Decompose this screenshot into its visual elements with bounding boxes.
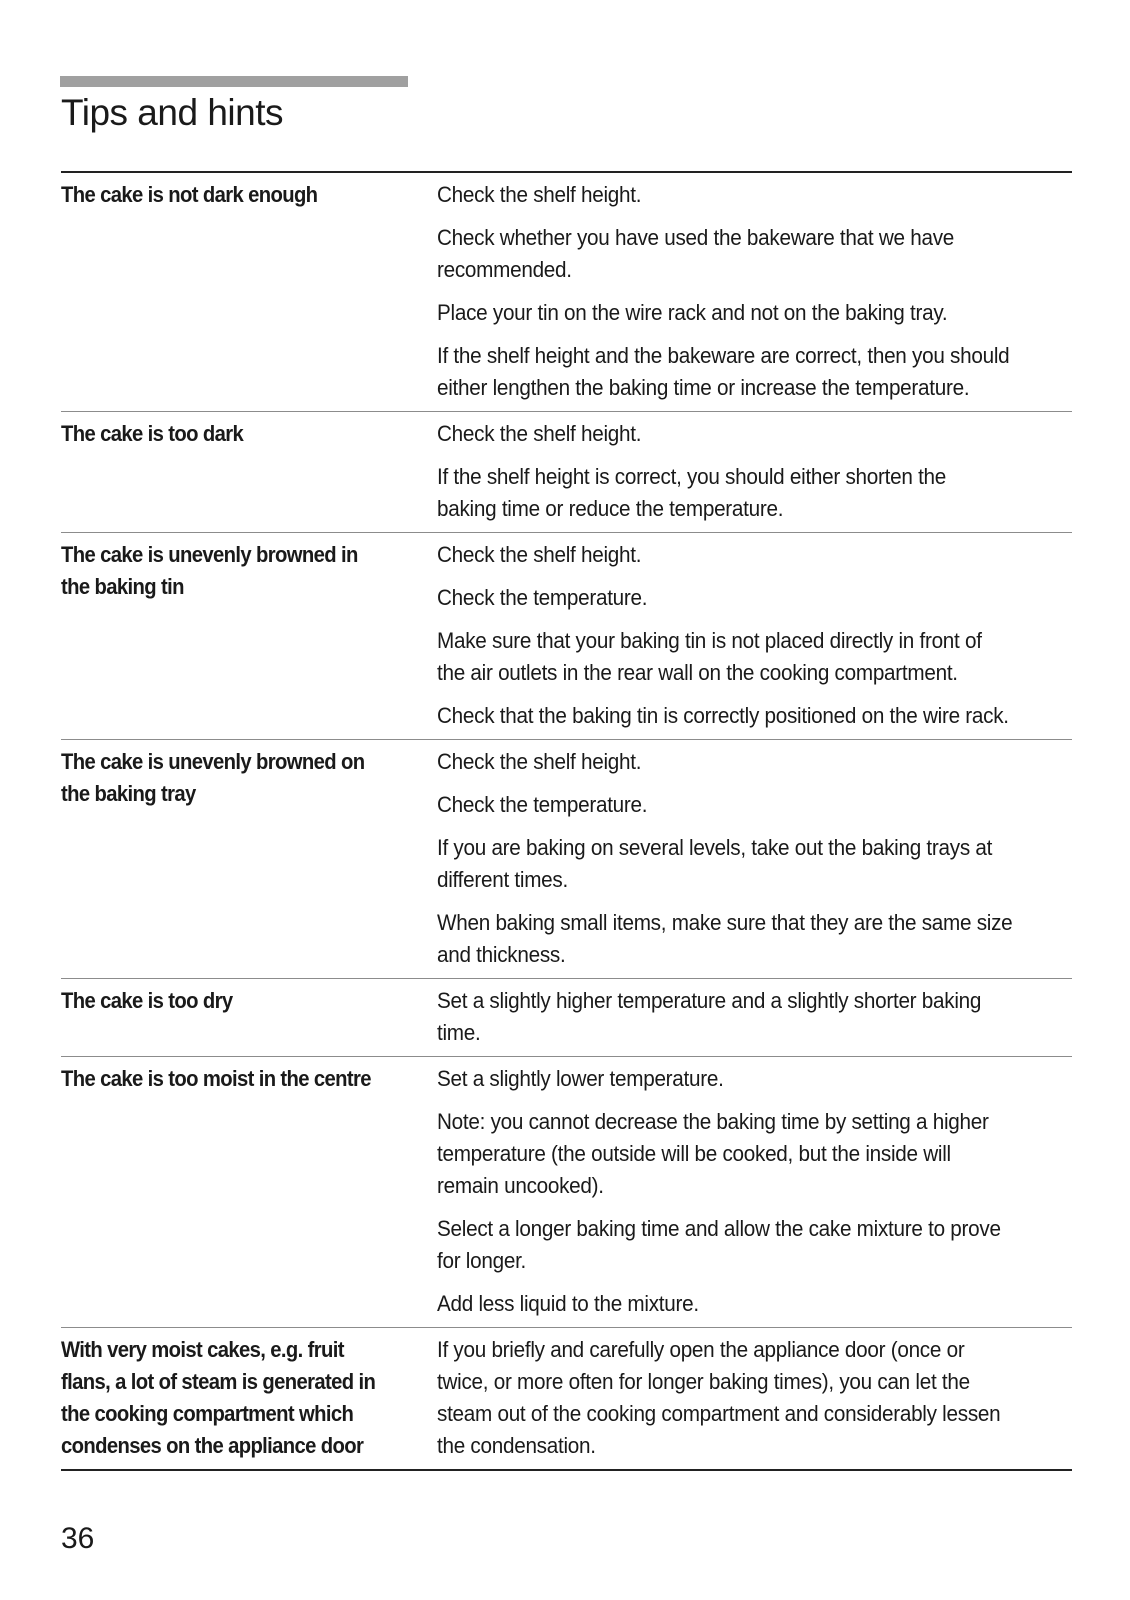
remedy-cell bbox=[437, 1334, 1072, 1462]
remedy-line: If the shelf height and the bakeware are correct, then you should bbox=[437, 343, 1010, 368]
tips-row bbox=[61, 411, 1072, 532]
remedy-line: recommended. bbox=[437, 257, 572, 282]
problem-cell bbox=[61, 1063, 399, 1320]
remedy-line: different times. bbox=[437, 867, 568, 892]
section-header-bar bbox=[60, 76, 408, 87]
remedy-cell bbox=[437, 985, 1072, 1049]
problem-line: flans, a lot of steam is generated in bbox=[61, 1369, 376, 1394]
problem-line: The cake is unevenly browned in bbox=[61, 542, 358, 567]
remedy-paragraph bbox=[437, 907, 1021, 971]
problem-cell bbox=[61, 746, 399, 971]
problem-line: With very moist cakes, e.g. fruit bbox=[61, 1337, 344, 1362]
problem-cell bbox=[61, 418, 399, 525]
remedy-cell bbox=[437, 418, 1072, 525]
problem-cell bbox=[61, 985, 399, 1049]
problem-line: condenses on the appliance door bbox=[61, 1433, 364, 1458]
remedy-line: Add less liquid to the mixture. bbox=[437, 1291, 699, 1316]
remedy-cell bbox=[437, 746, 1072, 971]
remedy-paragraph bbox=[437, 1288, 1021, 1320]
tips-table bbox=[61, 171, 1072, 1471]
tips-row bbox=[61, 1056, 1072, 1327]
problem-line: The cake is not dark enough bbox=[61, 182, 318, 207]
tips-row bbox=[61, 532, 1072, 739]
remedy-line: for longer. bbox=[437, 1248, 527, 1273]
remedy-line: either lengthen the baking time or increase the temperature. bbox=[437, 375, 970, 400]
remedy-line: remain uncooked). bbox=[437, 1173, 604, 1198]
problem-line: the baking tray bbox=[61, 781, 196, 806]
remedy-line: temperature (the outside will be cooked, but the inside will bbox=[437, 1141, 951, 1166]
remedy-paragraph bbox=[437, 789, 1021, 821]
remedy-paragraph bbox=[437, 582, 1021, 614]
remedy-paragraph bbox=[437, 700, 1021, 732]
remedy-line: Select a longer baking time and allow the cake mixture to prove bbox=[437, 1216, 1001, 1241]
remedy-line: Check the temperature. bbox=[437, 792, 648, 817]
page-title: Tips and hints bbox=[61, 92, 283, 133]
remedy-line: Check the shelf height. bbox=[437, 182, 642, 207]
remedy-line: steam out of the cooking compartment and considerably lessen bbox=[437, 1401, 1001, 1426]
remedy-cell bbox=[437, 179, 1072, 404]
remedy-paragraph bbox=[437, 539, 1021, 571]
tips-row bbox=[61, 171, 1072, 411]
tips-row bbox=[61, 1327, 1072, 1471]
remedy-line: Check whether you have used the bakeware that we have bbox=[437, 225, 955, 250]
remedy-paragraph bbox=[437, 1106, 1021, 1202]
remedy-line: Note: you cannot decrease the baking time by setting a higher bbox=[437, 1109, 989, 1134]
problem-cell bbox=[61, 1334, 399, 1462]
remedy-line: Set a slightly lower temperature. bbox=[437, 1066, 724, 1091]
remedy-paragraph bbox=[437, 1213, 1021, 1277]
problem-cell bbox=[61, 179, 399, 404]
remedy-line: baking time or reduce the temperature. bbox=[437, 496, 784, 521]
remedy-line: and thickness. bbox=[437, 942, 566, 967]
problem-line: the cooking compartment which bbox=[61, 1401, 354, 1426]
remedy-line: Check the shelf height. bbox=[437, 749, 642, 774]
remedy-line: Check that the baking tin is correctly positioned on the wire rack. bbox=[437, 703, 1009, 728]
problem-line: The cake is too dry bbox=[61, 988, 233, 1013]
problem-line: The cake is too moist in the centre bbox=[61, 1066, 371, 1091]
problem-cell bbox=[61, 539, 399, 732]
remedy-paragraph bbox=[437, 1063, 1021, 1095]
remedy-paragraph bbox=[437, 297, 1021, 329]
remedy-paragraph bbox=[437, 340, 1021, 404]
remedy-paragraph bbox=[437, 179, 1021, 211]
remedy-line: Place your tin on the wire rack and not on the baking tray. bbox=[437, 300, 948, 325]
page-number: 36 bbox=[61, 1522, 95, 1555]
remedy-line: Check the shelf height. bbox=[437, 542, 642, 567]
tips-row bbox=[61, 739, 1072, 978]
remedy-line: Check the shelf height. bbox=[437, 421, 642, 446]
remedy-line: the air outlets in the rear wall on the cooking compartment. bbox=[437, 660, 958, 685]
remedy-line: If the shelf height is correct, you should either shorten the bbox=[437, 464, 947, 489]
remedy-line: time. bbox=[437, 1020, 481, 1045]
problem-line: The cake is too dark bbox=[61, 421, 244, 446]
remedy-line: When baking small items, make sure that they are the same size bbox=[437, 910, 1013, 935]
remedy-line: the condensation. bbox=[437, 1433, 596, 1458]
remedy-line: If you are baking on several levels, take out the baking trays at bbox=[437, 835, 993, 860]
remedy-paragraph bbox=[437, 461, 1021, 525]
remedy-cell bbox=[437, 539, 1072, 732]
remedy-paragraph bbox=[437, 832, 1021, 896]
remedy-paragraph bbox=[437, 222, 1021, 286]
problem-line: the baking tin bbox=[61, 574, 184, 599]
remedy-paragraph bbox=[437, 1334, 1021, 1462]
remedy-paragraph bbox=[437, 746, 1021, 778]
tips-row bbox=[61, 978, 1072, 1056]
remedy-line: Make sure that your baking tin is not placed directly in front of bbox=[437, 628, 982, 653]
remedy-line: twice, or more often for longer baking times), you can let the bbox=[437, 1369, 970, 1394]
remedy-paragraph bbox=[437, 625, 1021, 689]
remedy-paragraph bbox=[437, 985, 1021, 1049]
remedy-paragraph bbox=[437, 418, 1021, 450]
problem-line: The cake is unevenly browned on bbox=[61, 749, 365, 774]
remedy-line: Check the temperature. bbox=[437, 585, 648, 610]
remedy-line: Set a slightly higher temperature and a slightly shorter baking bbox=[437, 988, 982, 1013]
remedy-cell bbox=[437, 1063, 1072, 1320]
remedy-line: If you briefly and carefully open the appliance door (once or bbox=[437, 1337, 965, 1362]
